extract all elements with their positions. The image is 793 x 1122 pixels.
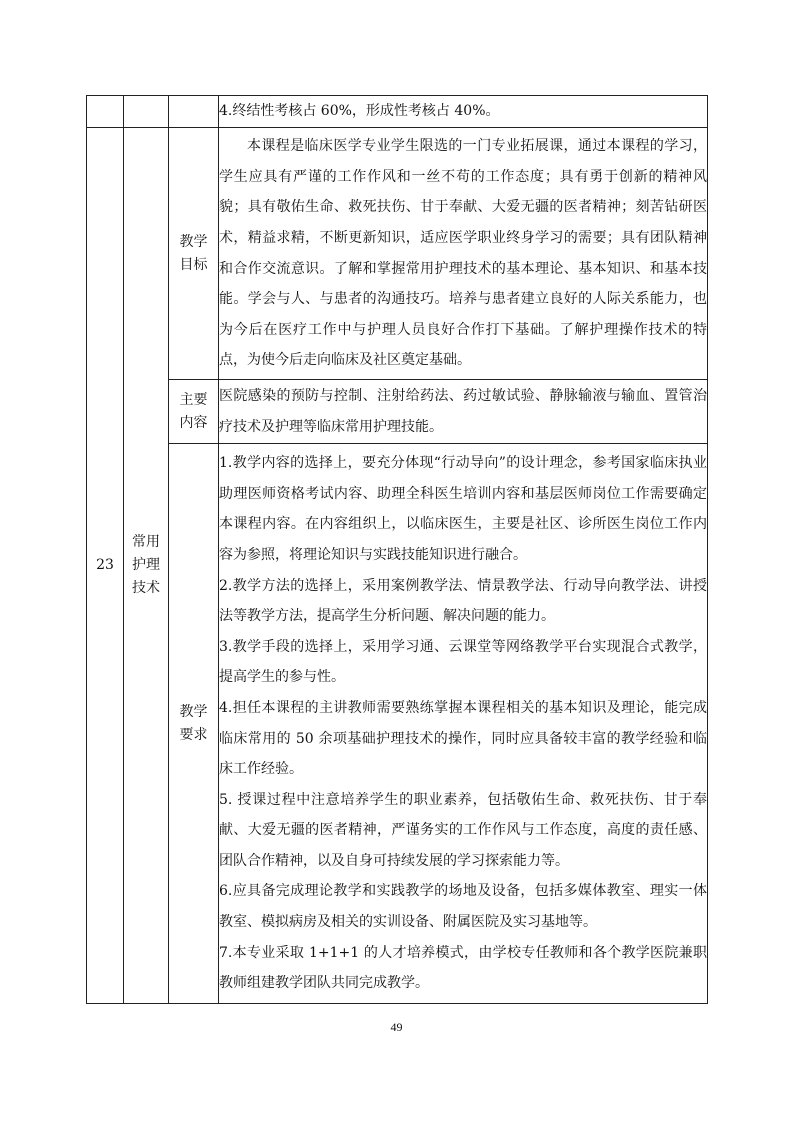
course-number: 23 <box>87 128 124 1004</box>
continued-row <box>87 96 708 128</box>
goals-paragraph: 本课程是临床医学专业学生限选的一门专业拓展课，通过本课程的学习，学生应具有严谨的工作作风和一丝不苟的工作态度；具有勇于创新的精神风貌；具有敬佑生命、救死扶伤、甘于奉献、大爱无疆的医者精神；刻苦钻研医术，精益求精，不断更新知识，适应医学职业终身学习的需要；具有团队精神和合作交流意识。了解和掌握常用护理技术的基本理论、基本知识、和基本技能。学会与人、与患者的沟通技巧。培养与患者建立良好的人际关系能力，也为今后在医疗工作中与护理人员良好合作打下基础。了解护理操作技术的特点，为使今后走向临床及社区奠定基础。 <box>219 138 707 369</box>
requirement-item: 2.教学方法的选择上，采用案例教学法、情景教学法、行动导向教学法、讲授法等教学方法，提高学生分析问题、解决问题的能力。 <box>219 577 707 625</box>
assessment-paragraph: 4.终结性考核占 60%，形成性考核占 40%。 <box>219 103 500 120</box>
requirement-item: 5. 授课过程中注意培养学生的职业素养，包括敬佑生命、救死扶伤、甘于奉献、大爱无疆的医者精神，严谨务实的工作作风与工作态度，高度的责任感、团队合作精神，以及自身可持续发展的学习探索能力等。 <box>219 791 707 869</box>
requirement-item: 3.教学手段的选择上，采用学习通、云课堂等网络教学平台实现混合式教学，提高学生的参与性。 <box>219 638 707 686</box>
empty-label-cell <box>169 96 219 128</box>
section-label-requirements: 教学要求 <box>169 444 219 1004</box>
section-label-goals: 教学目标 <box>169 128 219 380</box>
course-table <box>86 95 708 1004</box>
section-content-requirements <box>219 444 708 1004</box>
course-row-goals <box>87 128 708 380</box>
page-number: 49 <box>390 1020 403 1034</box>
course-name: 常用护理技术 <box>131 534 160 596</box>
section-label-content: 主要内容 <box>169 380 219 444</box>
empty-number-cell <box>87 96 124 128</box>
content-paragraph: 医院感染的预防与控制、注射给药法、药过敏试验、静脉输液与输血、置管治疗技术及护理等临床常用护理技能。 <box>219 387 707 435</box>
requirement-item: 6.应具备完成理论教学和实践教学的场地及设备，包括多媒体教室、理实一体教室、模拟病房及相关的实训设备、附属医院及实习基地等。 <box>219 883 707 931</box>
course-name-cell <box>124 128 169 1004</box>
course-row-content <box>87 380 708 444</box>
empty-name-cell <box>124 96 169 128</box>
course-row-requirements <box>87 444 708 1004</box>
section-content-goals <box>219 128 708 380</box>
requirement-item: 7.本专业采取 1+1+1 的人才培养模式，由学校专任教师和各个教学医院兼职教师组建教学团队共同完成教学。 <box>219 944 707 992</box>
requirement-item: 4.担任本课程的主讲教师需要熟练掌握本课程相关的基本知识及理论，能完成临床常用的 50 余项基础护理技术的操作，同时应具备较丰富的教学经验和临床工作经验。 <box>219 699 707 778</box>
requirement-item: 1.教学内容的选择上，要充分体现“行动导向”的设计理念，参考国家临床执业助理医师资格考试内容、助理全科医生培训内容和基层医师岗位工作需要确定本课程内容。在内容组织上，以临床医生，主要是社区、诊所医生岗位工作内容为参照，将理论知识与实践技能知识进行融合。 <box>219 455 707 563</box>
assessment-text <box>219 96 708 128</box>
section-content-main <box>219 380 708 444</box>
